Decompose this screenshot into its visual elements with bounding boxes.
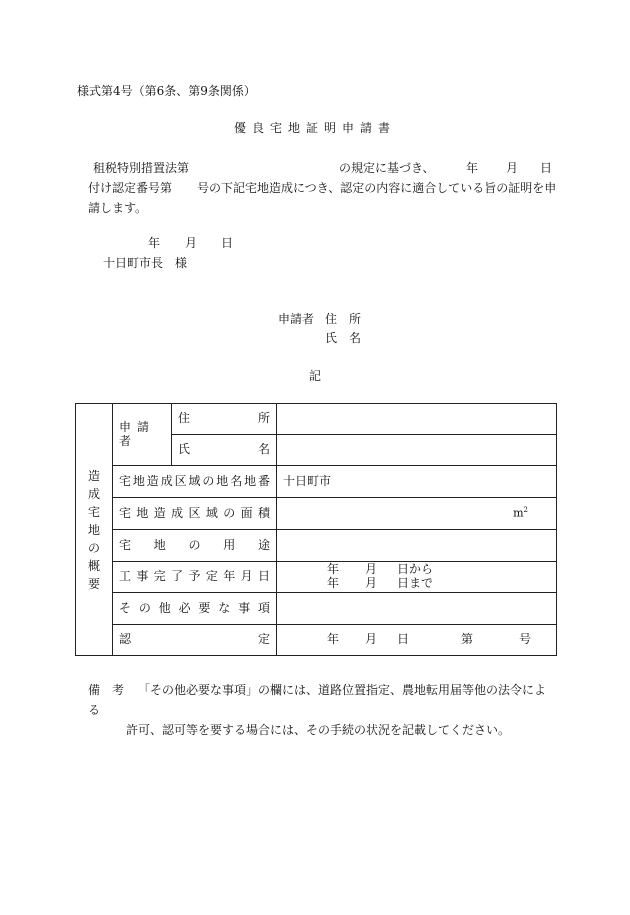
form-number: 様式第4号（第6条、第9条関係） bbox=[77, 84, 256, 98]
remarks-label: 備 考 bbox=[88, 683, 125, 697]
date-day: 日 bbox=[221, 236, 234, 250]
paragraph-day: 日 bbox=[540, 161, 553, 175]
remarks-line2: 許可、認可等を要する場合には、その手続の状況を記載してください。 bbox=[126, 723, 511, 737]
side-label-cell bbox=[76, 404, 113, 656]
applicant-address-label: 住 所 bbox=[325, 312, 362, 326]
use-value-cell[interactable] bbox=[277, 530, 557, 562]
paragraph-line2-prefix: 付け認定番号第 bbox=[88, 181, 173, 195]
paragraph-year: 年 bbox=[466, 161, 479, 175]
applicant-cell: 申請者 bbox=[113, 404, 172, 466]
addressee: 十日町市長 様 bbox=[103, 256, 188, 270]
paragraph-line1-prefix: 租税特別措置法第 bbox=[93, 161, 190, 175]
remarks-line1: 「その他必要な事項」の欄には、道路位置指定、農地転用届等他の法令による bbox=[88, 683, 547, 717]
applicant-label: 申請者 bbox=[278, 312, 315, 326]
address-value-cell[interactable] bbox=[277, 404, 557, 435]
side-label: 造 成 宅 地 の 概 要 bbox=[87, 468, 100, 591]
schedule-value-cell[interactable] bbox=[277, 562, 557, 593]
area-unit: $m^2$ bbox=[513, 506, 528, 520]
paragraph-month: 月 bbox=[506, 161, 519, 175]
schedule-label-cell: 工事完了予定年月日 bbox=[113, 562, 277, 593]
cert-value-cell[interactable]: 年 月 日 第 号 bbox=[277, 625, 557, 656]
paragraph-line3: 請します。 bbox=[88, 201, 148, 215]
other-value-cell[interactable] bbox=[277, 593, 557, 625]
address-label-cell: 住所 bbox=[172, 404, 277, 435]
ki-heading: 記 bbox=[309, 369, 322, 383]
other-label-cell: その他必要な事項 bbox=[113, 593, 277, 625]
area-label-cell: 宅地造成区域の面積 bbox=[113, 498, 277, 530]
summary-table bbox=[75, 403, 557, 656]
cert-label-cell: 認定 bbox=[113, 625, 277, 656]
area-value-cell[interactable] bbox=[277, 498, 557, 530]
remarks bbox=[88, 680, 558, 740]
name-label-cell: 氏名 bbox=[172, 435, 277, 466]
location-label-cell: 宅地造成区域の地名地番 bbox=[113, 466, 277, 498]
location-value-cell[interactable]: 十日町市 bbox=[277, 466, 557, 498]
schedule-line-from: 年 月 日から bbox=[327, 562, 434, 577]
schedule-line-to: 年 月 日まで bbox=[327, 576, 434, 590]
applicant-name-label: 氏 名 bbox=[325, 331, 362, 345]
name-value-cell[interactable] bbox=[277, 435, 557, 466]
use-label-cell: 宅地の用途 bbox=[113, 530, 277, 562]
paragraph-line1-suffix: の規定に基づき、 bbox=[339, 161, 435, 175]
paragraph-line2-suffix: 号の下記宅地造成につき、認定の内容に適合している旨の証明を申 bbox=[197, 181, 557, 195]
document-title: 優良宅地証明申請書 bbox=[233, 121, 396, 135]
date-year: 年 bbox=[148, 236, 161, 250]
date-month: 月 bbox=[185, 236, 198, 250]
